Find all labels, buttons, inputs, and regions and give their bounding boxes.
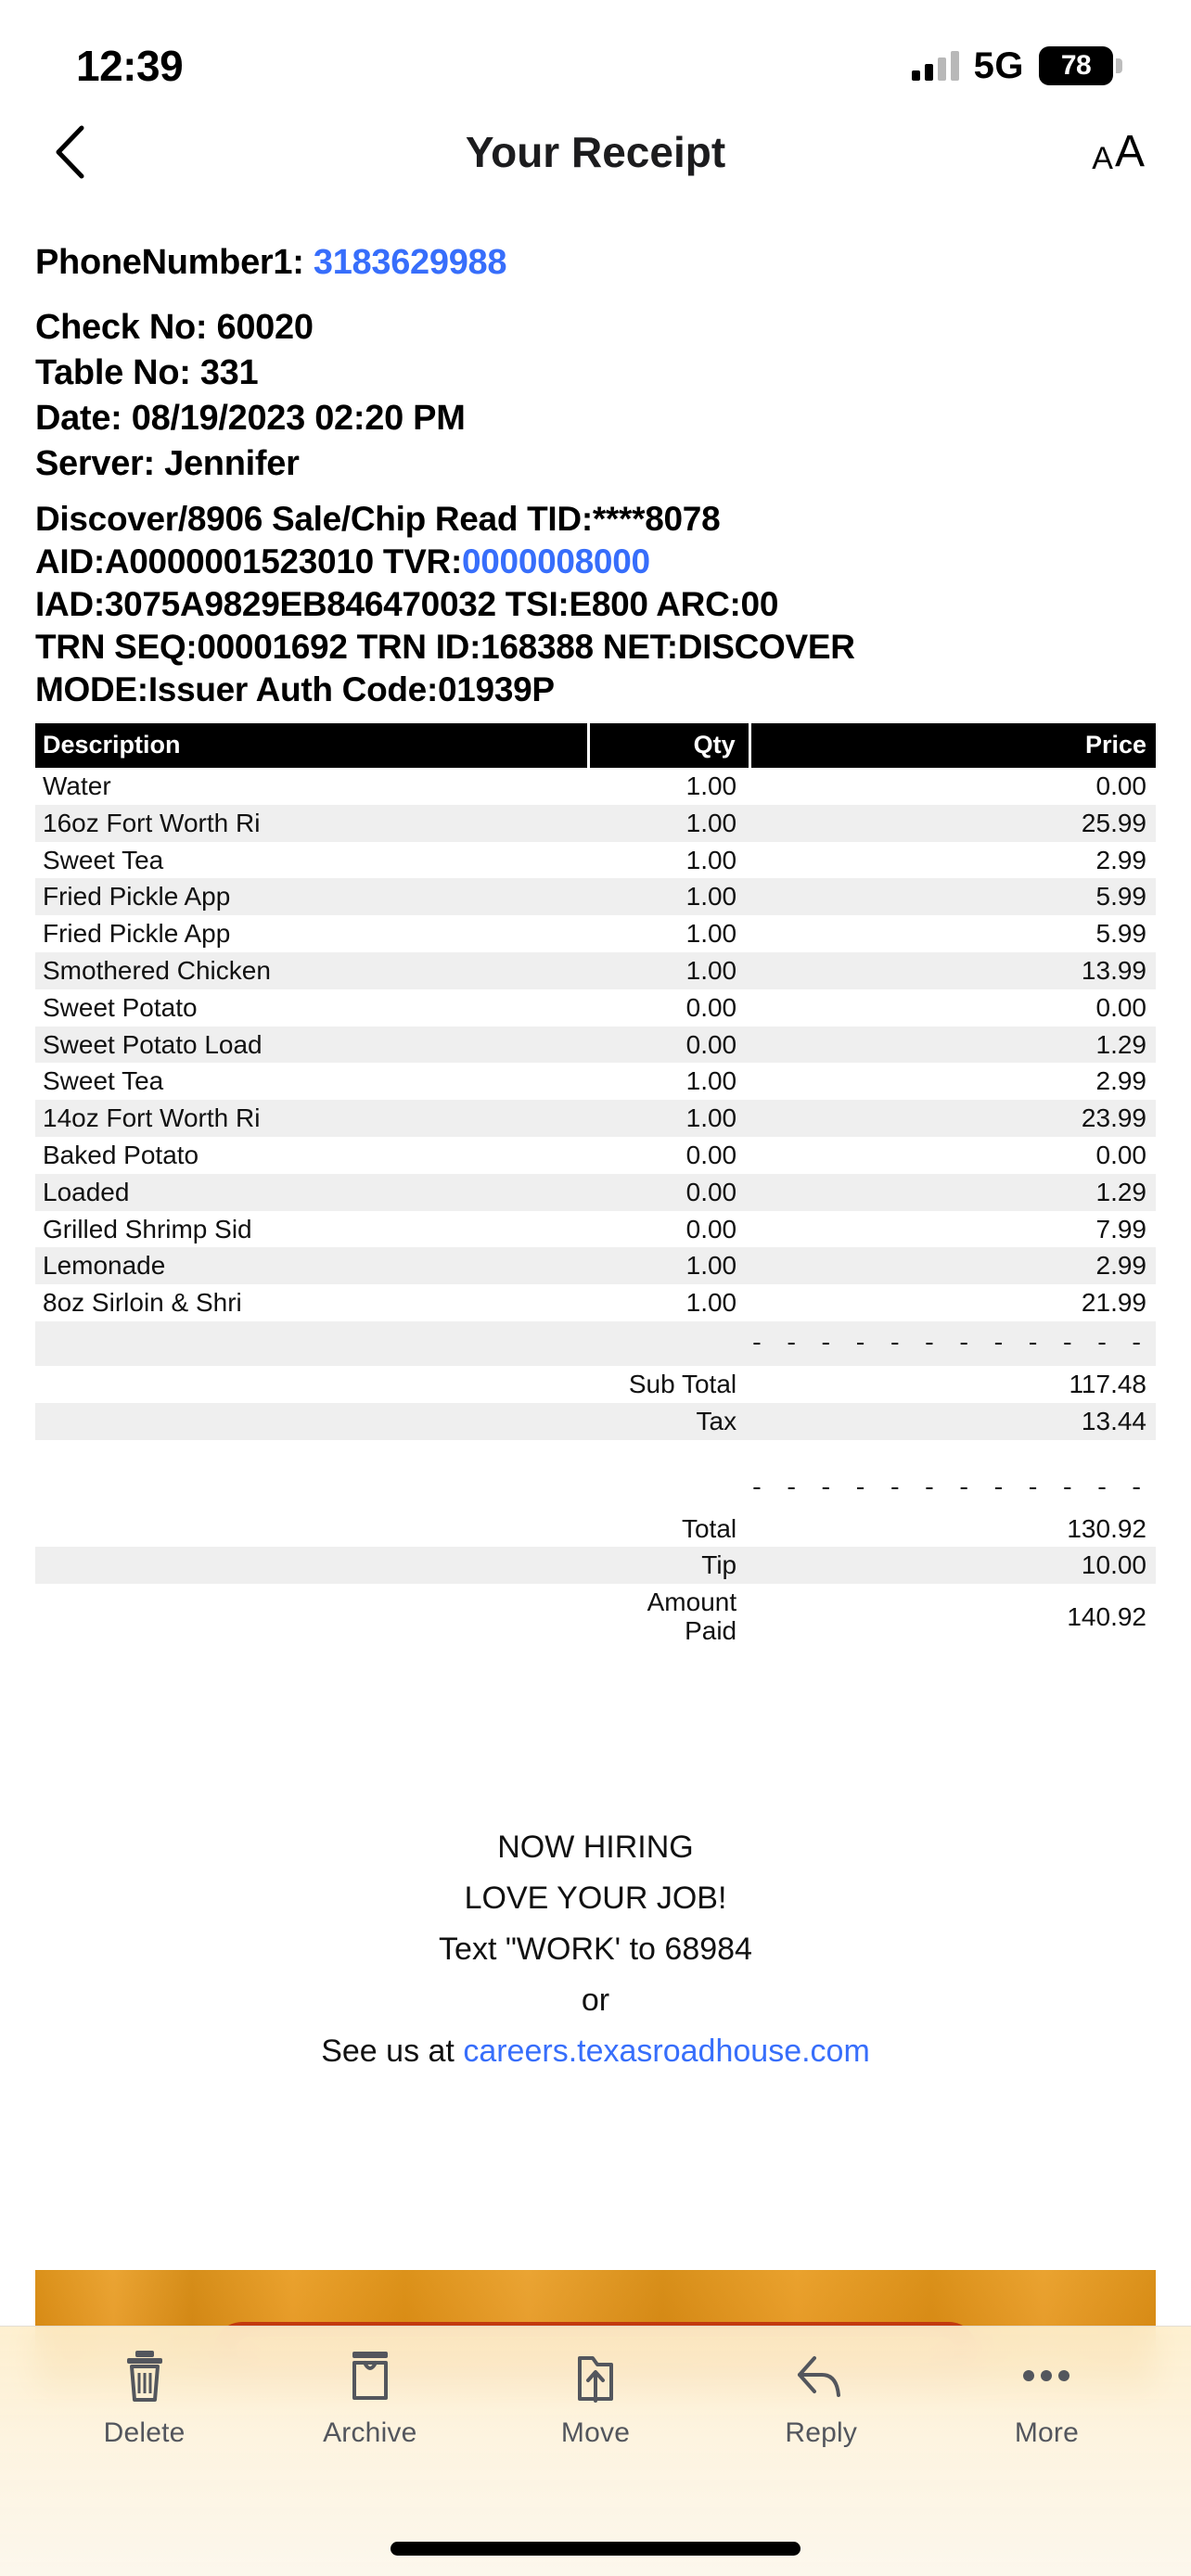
cell-qty: 1.00 bbox=[589, 1100, 749, 1137]
cellular-signal-icon bbox=[912, 51, 959, 81]
cell-description: Grilled Shrimp Sid bbox=[43, 1214, 252, 1243]
phone-number-label: PhoneNumber1: bbox=[35, 243, 304, 282]
tvr-value-link[interactable]: 0000008000 bbox=[461, 542, 650, 580]
cell-description: Water bbox=[43, 772, 111, 800]
more-button-label: More bbox=[1014, 2417, 1079, 2448]
table-row bbox=[35, 952, 1156, 989]
totals-row bbox=[35, 1584, 1156, 1650]
totals-row bbox=[35, 1403, 1156, 1440]
promo-line-2: LOVE YOUR JOB! bbox=[464, 1880, 727, 1916]
cell-qty: 1.00 bbox=[685, 1066, 737, 1096]
cell-price: 21.99 bbox=[1081, 1288, 1146, 1318]
text-size-small-a: A bbox=[1092, 141, 1113, 176]
archive-button[interactable] bbox=[257, 2347, 482, 2503]
cell-price: 7.99 bbox=[1095, 1214, 1146, 1243]
cell-description: Fried Pickle App bbox=[43, 919, 231, 949]
totals-label: Tax bbox=[589, 1403, 749, 1440]
cell-price: 0.00 bbox=[1095, 992, 1146, 1022]
status-bar-indicators bbox=[912, 45, 1122, 87]
cell-qty: 1.00 bbox=[685, 919, 737, 949]
table-number: Table No: 331 bbox=[35, 353, 259, 392]
chevron-left-icon bbox=[54, 125, 85, 179]
more-button[interactable] bbox=[934, 2347, 1159, 2503]
totals-value: 10.00 bbox=[749, 1547, 1156, 1584]
table-header-row bbox=[35, 723, 1156, 768]
cell-price: 0.00 bbox=[1095, 772, 1146, 800]
cell-price: 13.99 bbox=[749, 952, 1156, 989]
cell-description: Sweet Tea bbox=[43, 1066, 164, 1096]
column-header-description: Description bbox=[35, 723, 589, 768]
column-header-price: Price bbox=[749, 723, 1156, 768]
reply-button-label: Reply bbox=[785, 2417, 858, 2448]
cell-description: Sweet Potato bbox=[43, 992, 198, 1022]
column-header-qty: Qty bbox=[589, 723, 749, 768]
cell-description bbox=[35, 1511, 589, 1548]
cell-description: 16oz Fort Worth Ri bbox=[35, 805, 589, 842]
totals-row bbox=[35, 1511, 1156, 1548]
cell-qty: 1.00 bbox=[589, 805, 749, 842]
navigation-bar bbox=[0, 104, 1191, 200]
cell-qty: 0.00 bbox=[685, 992, 737, 1022]
cell-description bbox=[35, 1584, 589, 1650]
cell-description bbox=[35, 1403, 589, 1440]
totals-row bbox=[35, 1547, 1156, 1584]
table-row bbox=[35, 768, 1156, 805]
cell-price: 2.99 bbox=[749, 1247, 1156, 1284]
promo-line-4: or bbox=[581, 1982, 610, 2018]
table-row bbox=[35, 878, 1156, 915]
promo-line-1: NOW HIRING bbox=[497, 1829, 694, 1865]
cell-price: 5.99 bbox=[1095, 919, 1146, 949]
divider-row bbox=[35, 1466, 1156, 1511]
cell-price: 2.99 bbox=[1095, 845, 1146, 874]
totals-label: Total bbox=[681, 1513, 737, 1543]
cell-description: Sweet Potato Load bbox=[35, 1027, 589, 1064]
cell-qty: 0.00 bbox=[685, 1140, 737, 1169]
text-size-large-a: A bbox=[1114, 127, 1145, 176]
network-type-label: 5G bbox=[973, 45, 1024, 86]
totals-value: 130.92 bbox=[1067, 1513, 1146, 1543]
cell-price: 1.29 bbox=[749, 1027, 1156, 1064]
receipt-items-body bbox=[35, 768, 1156, 1650]
reply-icon bbox=[794, 2347, 848, 2404]
reply-button[interactable] bbox=[709, 2347, 934, 2503]
check-details bbox=[35, 304, 1156, 486]
check-number: Check No: 60020 bbox=[35, 308, 314, 347]
cell-price: 2.99 bbox=[1095, 1066, 1146, 1096]
table-row bbox=[35, 842, 1156, 879]
back-button[interactable] bbox=[37, 125, 102, 179]
cell-description: Smothered Chicken bbox=[35, 952, 589, 989]
cell-description bbox=[35, 1321, 589, 1366]
totals-row bbox=[35, 1366, 1156, 1403]
totals-label: Amount Paid bbox=[647, 1588, 737, 1645]
table-row bbox=[35, 1247, 1156, 1284]
server-name: Server: Jennifer bbox=[35, 444, 300, 483]
receipt-content bbox=[0, 200, 1191, 2077]
table-row bbox=[35, 805, 1156, 842]
cell-price: - - - - - - - - - - - - bbox=[749, 1321, 1156, 1366]
cell-price bbox=[749, 1440, 1156, 1466]
cell-price: 25.99 bbox=[749, 805, 1156, 842]
cell-qty: 1.00 bbox=[589, 1247, 749, 1284]
more-icon bbox=[1019, 2347, 1073, 2404]
iad-line: IAD:3075A9829EB846470032 TSI:E800 ARC:00 bbox=[35, 585, 779, 623]
table-row bbox=[35, 1063, 1156, 1100]
cell-description: Loaded bbox=[35, 1174, 589, 1211]
phone-number-row bbox=[35, 200, 1156, 304]
archive-button-label: Archive bbox=[323, 2417, 417, 2448]
cell-description: Lemonade bbox=[35, 1247, 589, 1284]
table-row bbox=[35, 1211, 1156, 1248]
cell-price: - - - - - - - - - - - - bbox=[749, 1473, 1146, 1502]
table-row bbox=[35, 989, 1156, 1027]
status-bar bbox=[0, 0, 1191, 104]
cell-qty: 1.00 bbox=[685, 845, 737, 874]
move-icon bbox=[570, 2347, 621, 2404]
totals-label: Tip bbox=[589, 1547, 749, 1584]
home-indicator[interactable] bbox=[391, 2542, 800, 2556]
promo-see-us-at-label: See us at bbox=[321, 2034, 464, 2070]
promo-footer bbox=[35, 1822, 1156, 2077]
status-bar-time: 12:39 bbox=[76, 42, 184, 90]
cell-qty: 1.00 bbox=[685, 772, 737, 800]
move-button-label: Move bbox=[560, 2417, 631, 2448]
delete-button[interactable] bbox=[32, 2347, 257, 2503]
mode-line: MODE:Issuer Auth Code:01939P bbox=[35, 670, 555, 708]
cell-qty: 0.00 bbox=[589, 1174, 749, 1211]
cell-price: 23.99 bbox=[749, 1100, 1156, 1137]
totals-label: Sub Total bbox=[628, 1369, 737, 1398]
cell-description bbox=[35, 1366, 589, 1403]
cell-qty: 1.00 bbox=[589, 952, 749, 989]
move-button[interactable] bbox=[482, 2347, 708, 2503]
receipt-items-table bbox=[35, 723, 1156, 1650]
divider-row bbox=[35, 1321, 1156, 1366]
totals-value: 13.44 bbox=[749, 1403, 1156, 1440]
cell-qty: 0.00 bbox=[685, 1214, 737, 1243]
cell-qty: 1.00 bbox=[589, 878, 749, 915]
cell-description: Fried Pickle App bbox=[35, 878, 589, 915]
battery-percent: 78 bbox=[1060, 50, 1092, 81]
page-title: Your Receipt bbox=[465, 128, 726, 176]
cell-price: 1.29 bbox=[749, 1174, 1156, 1211]
table-row bbox=[35, 1100, 1156, 1137]
delete-button-label: Delete bbox=[103, 2417, 186, 2448]
receipt-date: Date: 08/19/2023 02:20 PM bbox=[35, 399, 466, 438]
cell-qty: 0.00 bbox=[589, 1027, 749, 1064]
cell-description bbox=[35, 1466, 589, 1511]
cell-qty bbox=[589, 1466, 749, 1511]
table-row bbox=[35, 1027, 1156, 1064]
cell-description: 14oz Fort Worth Ri bbox=[35, 1100, 589, 1137]
archive-icon bbox=[345, 2347, 395, 2404]
spacer-row bbox=[35, 1440, 1156, 1466]
cell-price: 0.00 bbox=[1095, 1140, 1146, 1169]
table-row bbox=[35, 1174, 1156, 1211]
aid-label: AID:A0000001523010 TVR: bbox=[35, 542, 462, 580]
cell-qty: 1.00 bbox=[685, 1288, 737, 1318]
cell-description: 8oz Sirloin & Shri bbox=[43, 1288, 242, 1318]
aid-tvr-line bbox=[35, 540, 1156, 582]
cell-qty bbox=[589, 1440, 749, 1466]
table-row bbox=[35, 1284, 1156, 1321]
cell-description bbox=[35, 1440, 589, 1466]
table-row bbox=[35, 1137, 1156, 1174]
cell-description bbox=[35, 1547, 589, 1584]
promo-line-5 bbox=[35, 2026, 1156, 2077]
bottom-toolbar bbox=[0, 2326, 1191, 2576]
phone-number-link[interactable]: 3183629988 bbox=[313, 243, 507, 282]
promo-line-3: Text "WORK' to 68984 bbox=[439, 1931, 752, 1967]
trash-icon bbox=[122, 2347, 168, 2404]
battery-icon bbox=[1039, 46, 1122, 85]
cell-price: 5.99 bbox=[749, 878, 1156, 915]
table-row bbox=[35, 915, 1156, 952]
payment-details bbox=[35, 497, 1156, 710]
card-line: Discover/8906 Sale/Chip Read TID:****8078 bbox=[35, 500, 721, 538]
trn-line: TRN SEQ:00001692 TRN ID:168388 NET:DISCOVER bbox=[35, 628, 855, 666]
totals-value: 117.48 bbox=[1069, 1369, 1146, 1398]
cell-description: Sweet Tea bbox=[43, 845, 164, 874]
text-size-button[interactable] bbox=[1092, 127, 1145, 176]
cell-qty bbox=[589, 1321, 749, 1366]
totals-value: 140.92 bbox=[1067, 1601, 1146, 1631]
careers-url-link[interactable]: careers.texasroadhouse.com bbox=[463, 2034, 870, 2070]
cell-description: Baked Potato bbox=[43, 1140, 199, 1169]
